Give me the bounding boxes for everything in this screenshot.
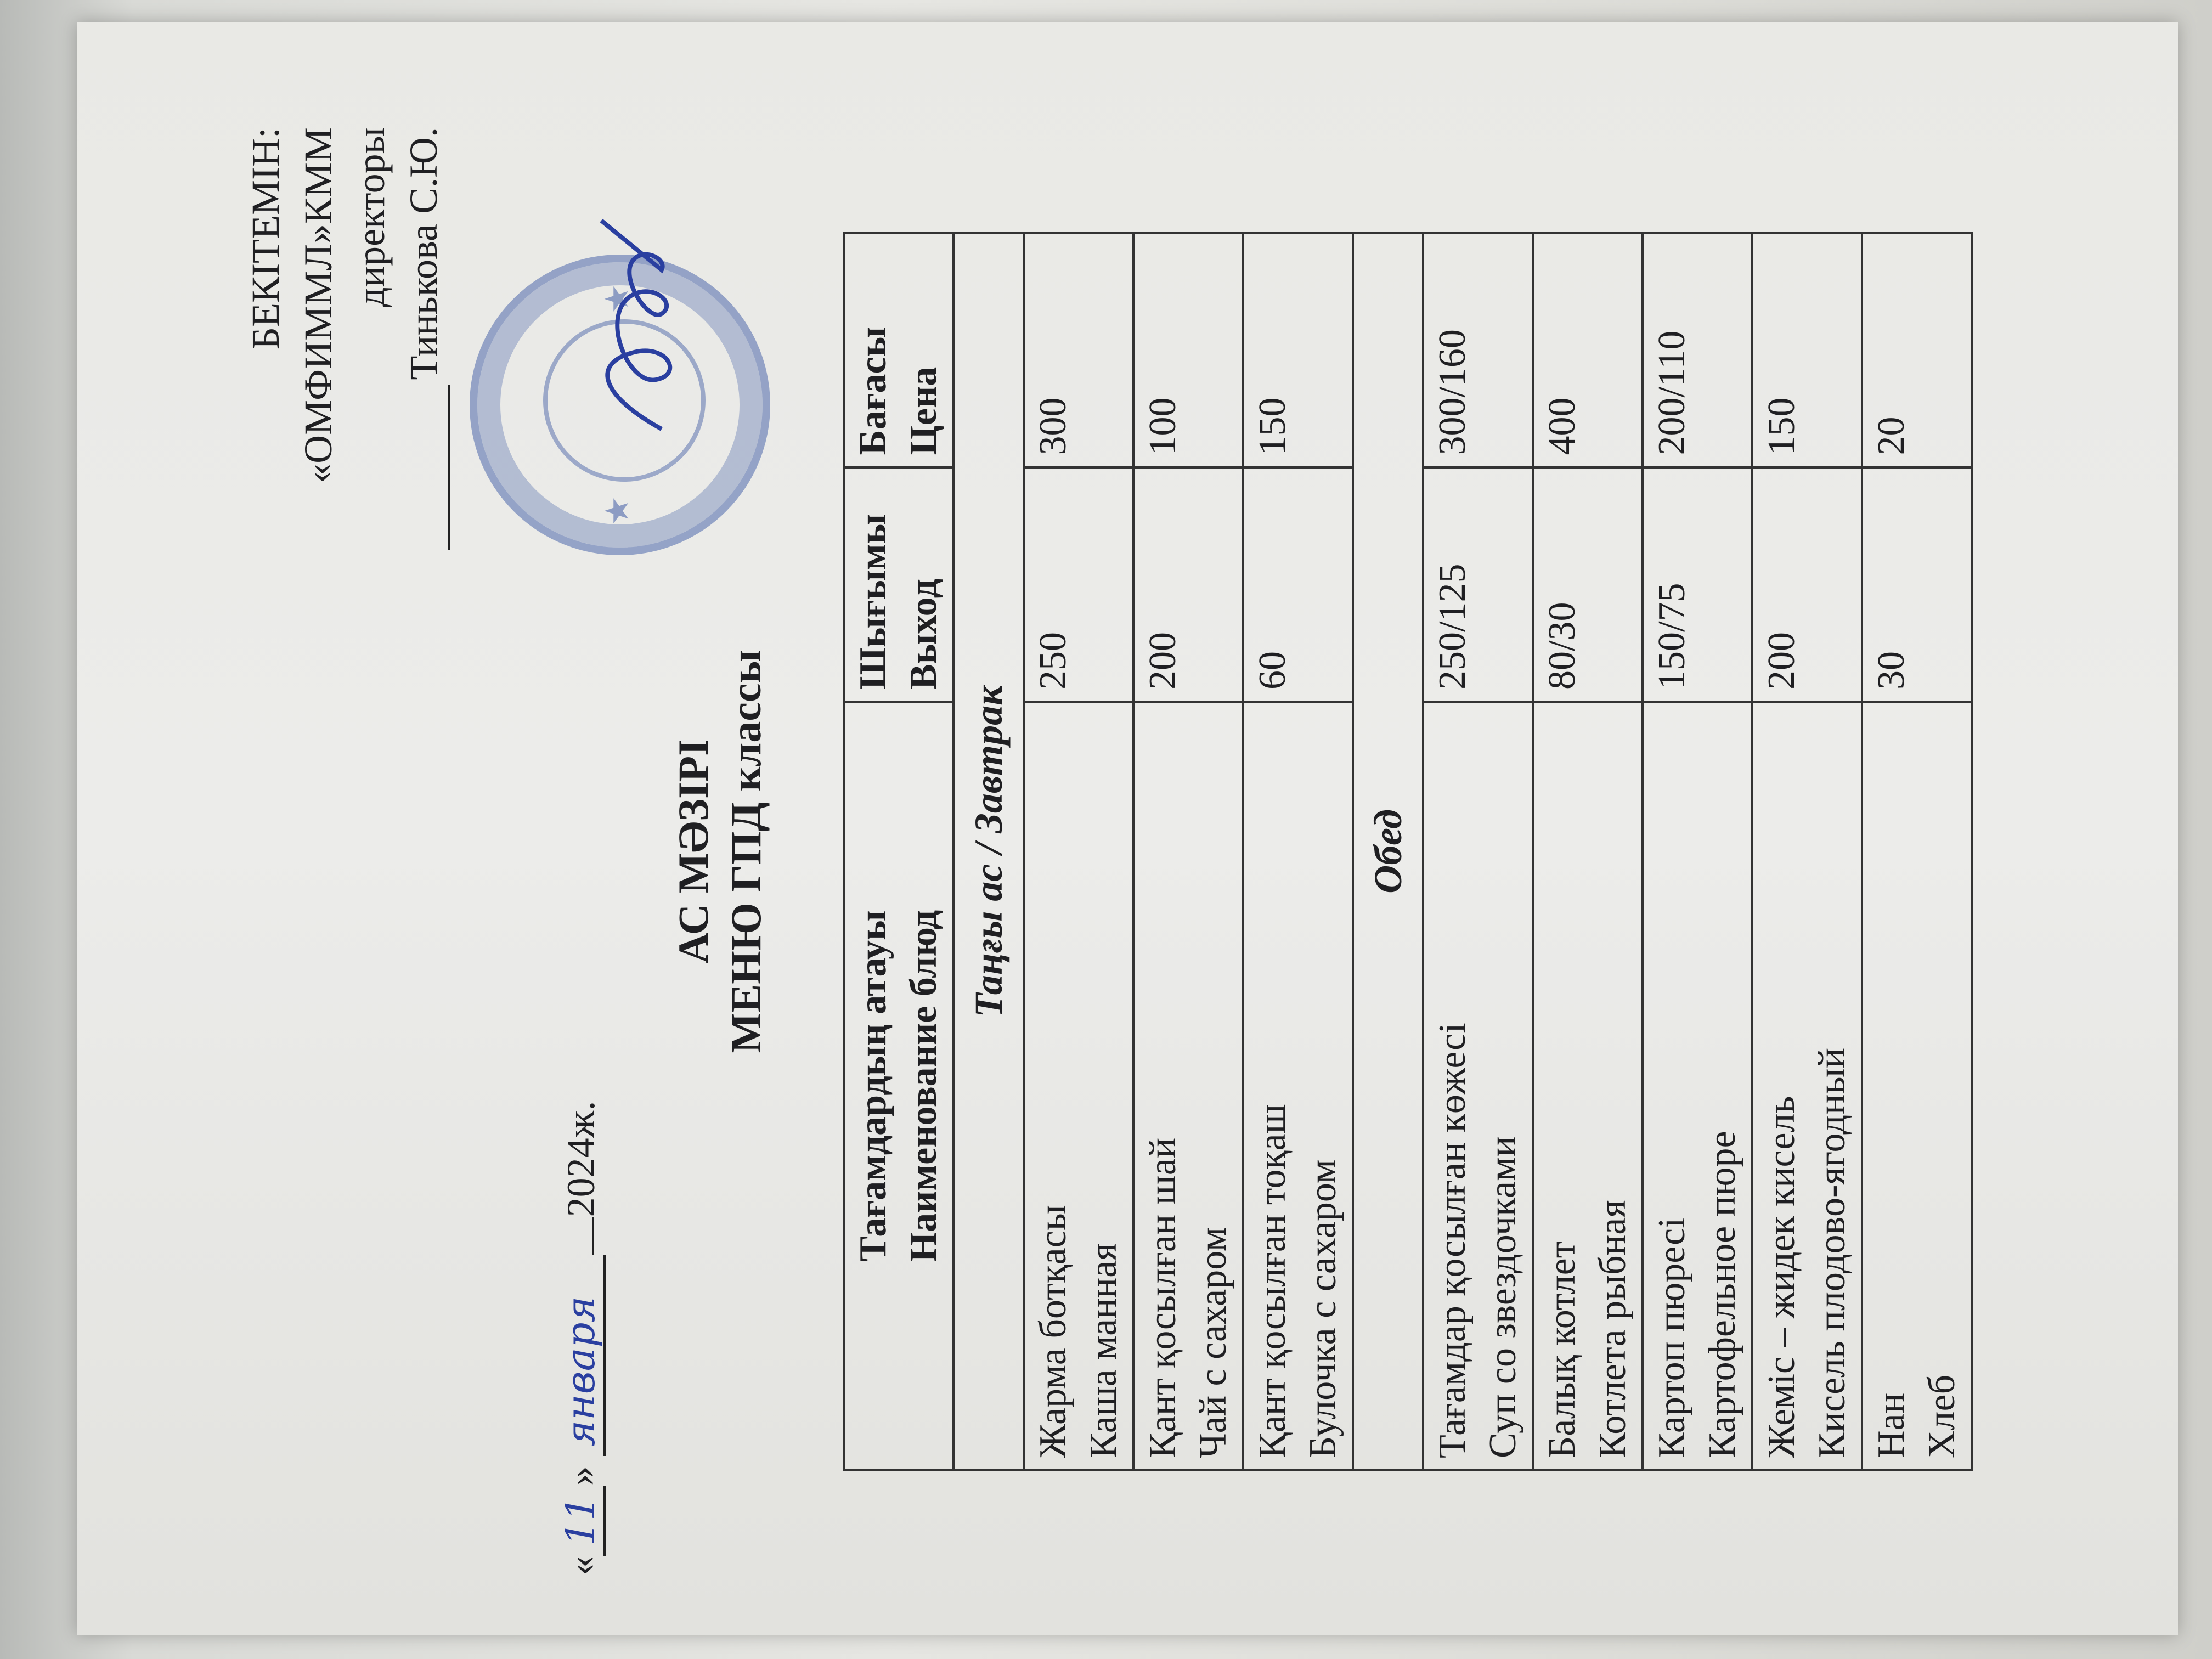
section-label	[1353, 233, 1423, 1470]
header-output-kz: Шығымы	[852, 514, 894, 690]
stamp-star-icon: ★	[599, 496, 635, 526]
date-open-quote: «	[559, 1556, 603, 1576]
dish-price: 100	[1133, 233, 1243, 467]
header-price-kz: Бағасы	[852, 326, 894, 455]
section-row	[953, 233, 1024, 1470]
dish-price: 200/110	[1643, 233, 1752, 467]
dish-price: 150	[1752, 233, 1862, 467]
table-row	[1423, 233, 1533, 1470]
dish-name-ru: Кисель плодово-ягодный	[1811, 1047, 1853, 1458]
table-header-row	[844, 233, 953, 1470]
menu-document	[173, 78, 2192, 1625]
dish-name-kz: Тағамдар қосылған көжесі	[1431, 1023, 1474, 1458]
dish-name-kz: Картоп пюресі	[1651, 1217, 1693, 1458]
approval-heading: БЕКІТЕМІН:	[244, 127, 287, 350]
dish-output: 200	[1752, 467, 1862, 702]
dish-name-kz: Қант қосылған шай	[1142, 1137, 1184, 1458]
header-output-ru: Выход	[902, 578, 945, 690]
section-label	[953, 233, 1024, 1470]
date-month: января	[557, 1255, 606, 1456]
header-price	[844, 233, 953, 467]
table-row	[1862, 233, 1972, 1470]
table-row	[1533, 233, 1643, 1470]
dish-name-cell	[1643, 702, 1752, 1470]
menu-table	[843, 232, 1973, 1471]
date-close-quote: »	[559, 1466, 603, 1486]
dish-output: 150/75	[1643, 467, 1752, 702]
dish-name-cell	[1133, 702, 1243, 1470]
dish-name-ru: Котлета рыбная	[1592, 1200, 1634, 1458]
table-row	[1243, 233, 1353, 1470]
header-name-ru: Наименование блюд	[902, 910, 945, 1262]
date-year: 2024ж.	[559, 1101, 603, 1217]
dish-output: 200	[1133, 467, 1243, 702]
title-kz: АС МӘЗІРІ	[669, 739, 717, 964]
dish-output: 30	[1862, 467, 1972, 702]
document-title	[667, 78, 772, 1625]
dish-name-kz: Жеміс – жидек кисель	[1760, 1096, 1803, 1458]
dish-name-cell	[1423, 702, 1533, 1470]
date-line	[557, 1101, 606, 1576]
table-row	[1752, 233, 1862, 1470]
table-row	[1024, 233, 1133, 1470]
section-title: Обед	[1366, 809, 1410, 894]
header-name-kz: Тағамдардың атауы	[852, 910, 894, 1262]
dish-price: 20	[1862, 233, 1972, 467]
paper-sheet	[77, 22, 2178, 1635]
dish-price: 300	[1024, 233, 1133, 467]
dish-name-cell	[1533, 702, 1643, 1470]
title-ru: МЕНЮ ГПД классы	[722, 650, 770, 1053]
date-blank	[592, 1217, 594, 1255]
approval-block	[239, 127, 450, 550]
date-day: 11	[557, 1486, 606, 1556]
dish-name-ru: Каша манная	[1082, 1243, 1125, 1458]
signature-underline	[415, 385, 450, 550]
dish-name-cell	[1752, 702, 1862, 1470]
menu-body	[953, 233, 1972, 1470]
header-name	[844, 702, 953, 1470]
dish-output: 250/125	[1423, 467, 1533, 702]
dish-name-kz: Балық котлет	[1541, 1241, 1583, 1458]
dish-name-kz: Қант қосылған тоқаш	[1251, 1104, 1294, 1458]
approval-signature-line	[397, 127, 450, 550]
dish-price: 150	[1243, 233, 1353, 467]
dish-name-kz: Нан	[1870, 1392, 1912, 1458]
dish-name-ru: Булочка с сахаром	[1302, 1159, 1344, 1458]
table-row	[1643, 233, 1752, 1470]
dish-name-ru: Чай с сахаром	[1192, 1227, 1234, 1458]
dish-name-ru: Картофельное пюре	[1701, 1131, 1743, 1458]
dish-name-ru: Хлеб	[1921, 1374, 1963, 1458]
dish-name-kz: Жарма ботқасы	[1032, 1205, 1074, 1458]
table-row	[1133, 233, 1243, 1470]
dish-name-cell	[1243, 702, 1353, 1470]
dish-output: 60	[1243, 467, 1353, 702]
section-title: Таңғы ас / Завтрак	[967, 685, 1011, 1018]
dish-output: 250	[1024, 467, 1133, 702]
approval-organization: «ОМФИММЛ»КММ	[296, 127, 340, 483]
director-name: Тинькова С.Ю.	[402, 127, 445, 380]
header-output	[844, 467, 953, 702]
stamp-star-icon: ★	[599, 284, 635, 314]
dish-price: 300/160	[1423, 233, 1533, 467]
dish-output: 80/30	[1533, 467, 1643, 702]
dish-name-cell	[1862, 702, 1972, 1470]
dish-name-ru: Суп со звездочками	[1482, 1136, 1524, 1458]
section-row	[1353, 233, 1423, 1470]
header-price-ru: Цена	[902, 366, 945, 455]
approval-position: директоры	[349, 127, 393, 308]
dish-price: 400	[1533, 233, 1643, 467]
dish-name-cell	[1024, 702, 1133, 1470]
